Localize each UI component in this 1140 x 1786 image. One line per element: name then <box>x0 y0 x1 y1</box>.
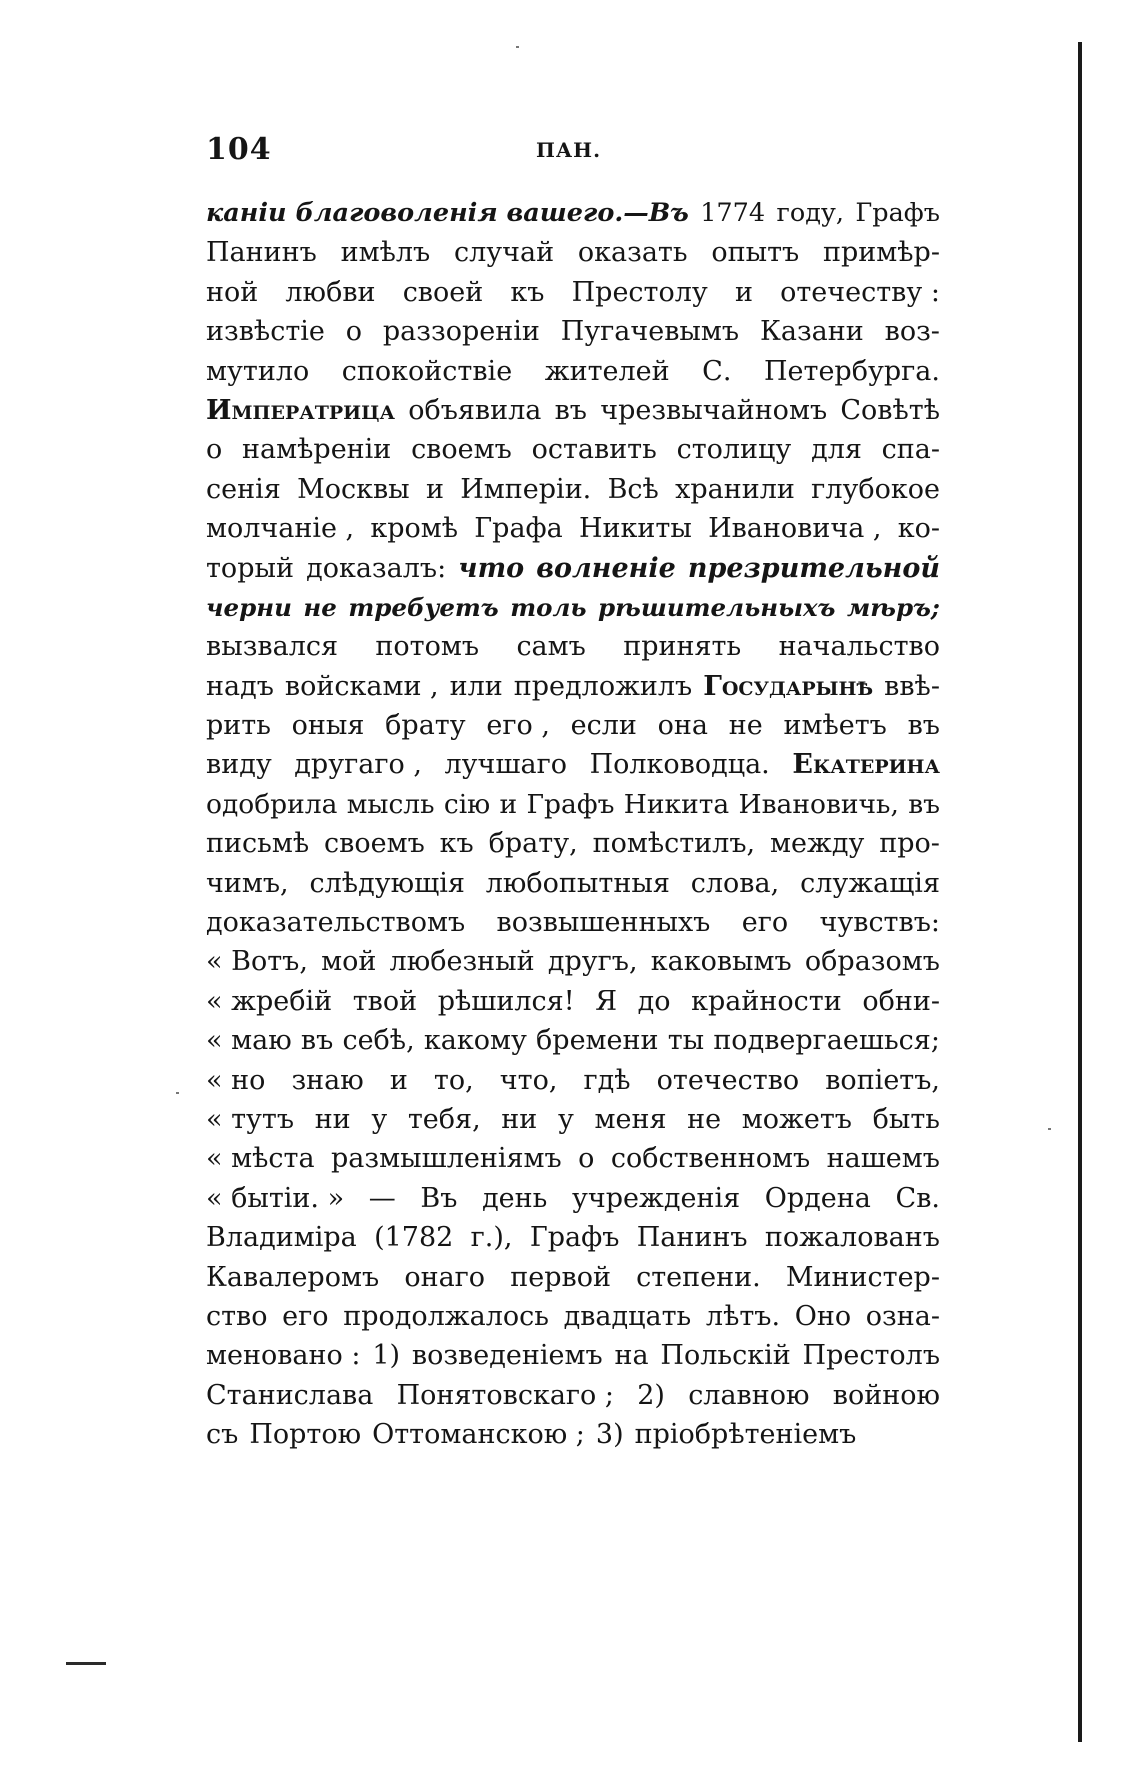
word: собственномъ <box>610 1143 811 1175</box>
word: помѣстилъ, <box>592 828 756 860</box>
text-line <box>206 903 940 942</box>
word: учрежденія <box>572 1182 741 1214</box>
text-line <box>206 1258 940 1297</box>
word: ной <box>206 276 259 308</box>
word: требуетъ <box>348 592 499 622</box>
text-line <box>206 1415 940 1454</box>
word: и <box>499 788 518 820</box>
word: ство <box>206 1300 268 1332</box>
word: Графъ <box>855 198 940 228</box>
body-text <box>206 194 940 1455</box>
word: Никита <box>623 788 730 820</box>
text-line <box>206 549 940 588</box>
word: жителей <box>544 355 670 387</box>
word: о <box>345 316 363 348</box>
page-header <box>206 132 940 176</box>
word: Польскій <box>660 1340 791 1372</box>
word: сенія <box>206 473 281 505</box>
word: столицу <box>676 434 792 466</box>
word: ко- <box>897 513 940 545</box>
word: что, <box>499 1064 558 1096</box>
word: сію <box>443 788 491 820</box>
word: слова, <box>690 867 780 899</box>
word: Всѣ <box>607 473 659 505</box>
word: имѣетъ <box>783 710 887 742</box>
word: Ивановича , <box>708 513 882 545</box>
word: двадцать <box>563 1300 692 1332</box>
word: оставить <box>531 434 657 466</box>
text-line <box>206 588 940 627</box>
word: « бытіи. » <box>206 1182 345 1214</box>
word: мой <box>321 946 377 978</box>
word: она <box>657 710 708 742</box>
word: извѣстіе <box>206 316 325 348</box>
word: любви <box>285 276 376 308</box>
word: Станислава <box>206 1379 374 1411</box>
word: С. <box>702 355 732 387</box>
word: или <box>449 670 503 702</box>
word: — <box>368 1182 396 1214</box>
word: Престолъ <box>802 1340 940 1372</box>
word: Никиты <box>579 513 692 545</box>
word: его <box>741 907 789 939</box>
word: Панинъ <box>206 237 317 269</box>
word: ни <box>501 1103 538 1135</box>
speck <box>1048 1128 1051 1130</box>
word: степени. <box>636 1261 761 1293</box>
word: « жребій <box>206 985 333 1017</box>
word: случай <box>453 237 555 269</box>
word: принять <box>623 631 742 663</box>
word: чувствъ: <box>819 907 940 939</box>
word: что <box>458 552 525 584</box>
text-line <box>206 312 940 351</box>
word: году, <box>776 198 845 228</box>
word: у <box>557 1103 574 1135</box>
word: Оттоманскою ; <box>372 1419 585 1451</box>
word: толь <box>510 592 587 622</box>
word: надъ <box>206 670 274 702</box>
text-line <box>206 1218 940 1257</box>
text-line <box>206 864 940 903</box>
word: вызвался <box>206 631 339 663</box>
word: предложилъ <box>513 670 693 702</box>
word: вопіетъ, <box>825 1064 940 1096</box>
text-line <box>206 824 940 863</box>
word: Ордена <box>764 1182 871 1214</box>
word: обни- <box>862 985 940 1017</box>
word: знаю <box>291 1064 364 1096</box>
word: оныя <box>291 710 365 742</box>
word: « тутъ <box>206 1103 295 1135</box>
word: 1774 <box>700 198 766 228</box>
word: каніи благоволенія вашего.—Въ <box>206 198 689 228</box>
word: о <box>206 434 223 466</box>
page-edge-rule <box>1078 42 1082 1742</box>
word: потомъ <box>375 631 480 663</box>
word: любопытныя <box>485 867 670 899</box>
text-line <box>206 352 940 391</box>
word: крайности <box>691 985 842 1017</box>
margin-mark <box>66 1662 106 1665</box>
text-line <box>206 509 940 548</box>
word: Пугачевымъ <box>560 316 740 348</box>
word: день <box>482 1182 548 1214</box>
word: лѣтъ. <box>705 1300 781 1332</box>
word: образомъ <box>804 946 940 978</box>
word: служащія <box>800 867 940 899</box>
page-number: 104 <box>206 132 272 167</box>
text-line <box>206 706 940 745</box>
text-line <box>206 1376 940 1415</box>
word: озна- <box>865 1300 940 1332</box>
word: не <box>687 1103 722 1135</box>
word: черни <box>206 592 292 622</box>
word: пріобрѣтеніемъ <box>634 1419 857 1451</box>
word: отечеству : <box>780 276 940 308</box>
word: и <box>389 1064 408 1096</box>
word: то, <box>433 1064 474 1096</box>
word: Государынѣ <box>703 670 874 702</box>
word: одобрила <box>206 788 338 820</box>
word: размышленіямъ <box>331 1143 562 1175</box>
text-line <box>206 1021 940 1060</box>
word: Екатерина <box>792 749 940 781</box>
word: Престолу <box>571 276 708 308</box>
word: Понятовскаго ; <box>396 1379 614 1411</box>
word: « мѣста <box>206 1143 315 1175</box>
word: Ивановичь, <box>738 788 899 820</box>
word: 1) <box>372 1340 401 1372</box>
word: раззореніи <box>382 316 540 348</box>
word: имѣлъ <box>340 237 431 269</box>
word: себѣ, <box>342 1025 415 1057</box>
word: въ <box>907 710 940 742</box>
word: Портою <box>249 1419 362 1451</box>
word: первой <box>510 1261 611 1293</box>
word: опытъ <box>711 237 800 269</box>
text-line <box>206 470 940 509</box>
speck <box>176 1092 179 1094</box>
word: къ <box>510 276 545 308</box>
word: брату <box>385 710 466 742</box>
word: (1782 <box>374 1222 454 1254</box>
word: продолжалось <box>343 1300 549 1332</box>
word: оказать <box>577 237 688 269</box>
text-line <box>206 233 940 272</box>
word: твой <box>352 985 418 1017</box>
word: доказалъ: <box>306 552 447 584</box>
word: для <box>811 434 862 466</box>
word: другъ, <box>547 946 638 978</box>
word: рѣшительныхъ <box>598 592 836 622</box>
word: своей <box>402 276 484 308</box>
text-line <box>206 1139 940 1178</box>
word: воз- <box>884 316 940 348</box>
word: примѣр- <box>822 237 940 269</box>
word: мутило <box>206 355 310 387</box>
word: Казани <box>759 316 864 348</box>
speck <box>516 46 519 48</box>
word: въ <box>554 394 587 426</box>
word: можетъ <box>741 1103 852 1135</box>
word: самъ <box>516 631 586 663</box>
word: брату, <box>488 828 578 860</box>
word: любезный <box>389 946 535 978</box>
word: гдѣ <box>583 1064 631 1096</box>
word: до <box>637 985 671 1017</box>
word: съ <box>206 1419 239 1451</box>
word: начальство <box>778 631 940 663</box>
word: тебя, <box>407 1103 481 1135</box>
word: славною <box>688 1379 810 1411</box>
text-line <box>206 627 940 666</box>
text-line <box>206 745 940 784</box>
word: кромѣ <box>370 513 459 545</box>
text-line <box>206 942 940 981</box>
word: Владиміра <box>206 1222 357 1254</box>
word: о <box>578 1143 595 1175</box>
word: « Вотъ, <box>206 946 308 978</box>
text-line <box>206 430 940 469</box>
text-line <box>206 194 940 233</box>
word: слѣдующія <box>309 867 465 899</box>
running-head: ПАН. <box>536 138 602 162</box>
word: Кавалеромъ <box>206 1261 380 1293</box>
word: « маю <box>206 1025 292 1057</box>
word: пожалованъ <box>764 1222 940 1254</box>
word: нашемъ <box>826 1143 940 1175</box>
word: какому <box>423 1025 527 1057</box>
word: подвергаешься; <box>713 1025 940 1057</box>
word: своемъ <box>411 434 512 466</box>
word: Графъ <box>529 1222 620 1254</box>
text-line <box>206 391 940 430</box>
word: Совѣтѣ <box>840 394 940 426</box>
word: своемъ <box>324 828 425 860</box>
text-line <box>206 1061 940 1100</box>
text-line <box>206 785 940 824</box>
word: письмѣ <box>206 828 310 860</box>
word: Оно <box>794 1300 852 1332</box>
word: ты <box>667 1025 705 1057</box>
word: презрительной <box>687 552 940 584</box>
word: бремени <box>536 1025 659 1057</box>
word: меня <box>594 1103 667 1135</box>
word: войною <box>832 1379 940 1411</box>
word: спокойствіе <box>341 355 513 387</box>
word: въ <box>908 788 940 820</box>
word: и <box>734 276 753 308</box>
word: Въ <box>420 1182 458 1214</box>
word: хранили <box>675 473 795 505</box>
word: Графа <box>474 513 563 545</box>
word: Полководца. <box>589 749 770 781</box>
word: если <box>570 710 637 742</box>
word: Св. <box>895 1182 940 1214</box>
word: доказательствомъ <box>206 907 466 939</box>
text-line <box>206 1179 940 1218</box>
word: его <box>282 1300 329 1332</box>
word: не <box>303 592 337 622</box>
word: Графъ <box>526 788 615 820</box>
word: у <box>371 1103 388 1135</box>
word: про- <box>879 828 940 860</box>
word: въ <box>300 1025 334 1057</box>
word: глубокое <box>811 473 940 505</box>
word: Министер- <box>785 1261 940 1293</box>
word: ни <box>314 1103 351 1135</box>
word: лучшаго <box>444 749 567 781</box>
text-line <box>206 1100 940 1139</box>
text-line <box>206 273 940 312</box>
text-line <box>206 982 940 1021</box>
word: возведеніемъ <box>411 1340 603 1372</box>
word: къ <box>439 828 474 860</box>
word: на <box>614 1340 649 1372</box>
word: Я <box>595 985 617 1017</box>
text-line <box>206 667 940 706</box>
word: и <box>425 473 444 505</box>
word: Москвы <box>297 473 410 505</box>
word: не <box>728 710 763 742</box>
word: каковымъ <box>650 946 792 978</box>
word: « но <box>206 1064 266 1096</box>
word: отечество <box>656 1064 800 1096</box>
word: Петербурга. <box>763 355 940 387</box>
word: меновано : <box>206 1340 361 1372</box>
word: торый <box>206 552 294 584</box>
word: г.), <box>470 1222 513 1254</box>
word: быть <box>872 1103 940 1135</box>
word: другаго , <box>294 749 422 781</box>
word: рѣшился! <box>437 985 575 1017</box>
word: Императрица <box>206 394 395 426</box>
word: его , <box>486 710 550 742</box>
word: Имперіи. <box>460 473 592 505</box>
word: мысль <box>346 788 435 820</box>
word: 2) <box>637 1379 665 1411</box>
text-line <box>206 1297 940 1336</box>
word: чрезвычайномъ <box>600 394 828 426</box>
word: возвышенныхъ <box>496 907 711 939</box>
word: 3) <box>595 1419 624 1451</box>
word: онаго <box>404 1261 486 1293</box>
word: чимъ, <box>206 867 289 899</box>
word: ввѣ- <box>884 670 940 702</box>
word: намѣреніи <box>242 434 392 466</box>
word: объявила <box>408 394 542 426</box>
word: мѣръ; <box>846 592 940 622</box>
word: виду <box>206 749 272 781</box>
word: между <box>770 828 865 860</box>
word: волненіе <box>536 552 676 584</box>
word: Панинъ <box>636 1222 748 1254</box>
word: войсками , <box>284 670 439 702</box>
word: спа- <box>881 434 940 466</box>
text-line <box>206 1336 940 1375</box>
word: молчаніе , <box>206 513 355 545</box>
word: рить <box>206 710 271 742</box>
